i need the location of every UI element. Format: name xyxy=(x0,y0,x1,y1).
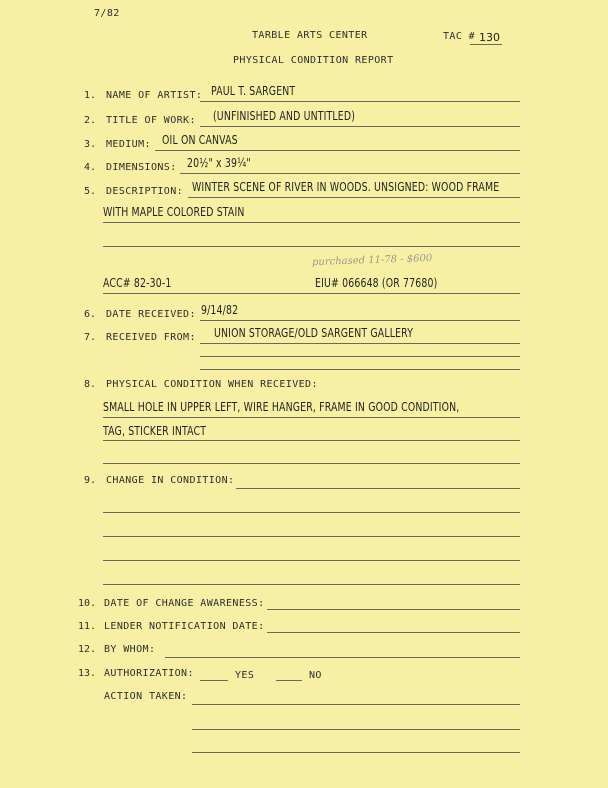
description-label: DESCRIPTION: xyxy=(106,186,184,197)
authorization-yes-blank[interactable] xyxy=(200,680,228,681)
eiu-number: EIU# 066648 (OR 77680) xyxy=(315,276,438,290)
condition-line-3 xyxy=(103,463,520,464)
change-label: CHANGE IN CONDITION: xyxy=(106,475,235,486)
by-whom-label: BY WHOM: xyxy=(104,644,156,655)
action-line-1[interactable] xyxy=(192,704,520,705)
field-13-number: 13. xyxy=(78,668,97,679)
dimensions-line xyxy=(180,173,520,174)
tac-number: 130 xyxy=(479,31,500,44)
received-from-line-3 xyxy=(200,369,520,370)
authorization-label: AUTHORIZATION: xyxy=(104,668,194,679)
date-received-value[interactable]: 9/14/82 xyxy=(201,303,239,317)
tac-underline xyxy=(470,44,502,45)
change-line-2[interactable] xyxy=(103,512,520,513)
form-date: 7/82 xyxy=(94,8,120,19)
change-awareness-line[interactable] xyxy=(267,609,520,610)
tac-label: TAC # xyxy=(443,31,476,42)
change-line-3[interactable] xyxy=(103,536,520,537)
condition-line-2 xyxy=(103,440,520,441)
received-from-label: RECEIVED FROM: xyxy=(106,332,196,343)
medium-line xyxy=(155,150,520,151)
lender-notification-label: LENDER NOTIFICATION DATE: xyxy=(104,621,265,632)
artist-line xyxy=(200,101,520,102)
field-3-number: 3. xyxy=(84,139,97,150)
pencil-note: purchased 11-78 - $600 xyxy=(311,252,433,269)
date-received-label: DATE RECEIVED: xyxy=(106,309,196,320)
medium-label: MEDIUM: xyxy=(106,139,151,150)
action-line-2[interactable] xyxy=(192,729,520,730)
authorization-no-label: NO xyxy=(309,670,322,681)
condition-value-line1[interactable]: SMALL HOLE IN UPPER LEFT, WIRE HANGER, FRAME IN GOOD CONDITION, xyxy=(103,400,460,414)
description-value-line2[interactable]: WITH MAPLE COLORED STAIN xyxy=(103,205,245,219)
action-taken-label: ACTION TAKEN: xyxy=(104,691,188,702)
description-line-2 xyxy=(103,222,520,223)
field-7-number: 7. xyxy=(84,332,97,343)
title-label: TITLE OF WORK: xyxy=(106,115,196,126)
acc-number: ACC# 82-30-1 xyxy=(103,276,172,290)
field-5-number: 5. xyxy=(84,186,97,197)
condition-label: PHYSICAL CONDITION WHEN RECEIVED: xyxy=(106,379,318,390)
field-6-number: 6. xyxy=(84,309,97,320)
dimensions-label: DIMENSIONS: xyxy=(106,162,177,173)
field-11-number: 11. xyxy=(78,621,97,632)
authorization-no-blank[interactable] xyxy=(276,680,302,681)
org-name: TARBLE ARTS CENTER xyxy=(252,30,368,41)
dimensions-value[interactable]: 20½" x 39¼" xyxy=(187,156,251,170)
date-received-line xyxy=(200,320,520,321)
lender-notification-line[interactable] xyxy=(267,632,520,633)
field-2-number: 2. xyxy=(84,115,97,126)
change-line-4[interactable] xyxy=(103,560,520,561)
artist-value[interactable]: PAUL T. SARGENT xyxy=(211,84,296,98)
acc-line xyxy=(103,293,520,294)
artist-label: NAME OF ARTIST: xyxy=(106,90,203,101)
description-line-3 xyxy=(103,246,520,247)
by-whom-line[interactable] xyxy=(165,657,520,658)
description-value-line1[interactable]: WINTER SCENE OF RIVER IN WOODS. UNSIGNED: WOOD FRAME xyxy=(192,180,500,194)
change-line-5[interactable] xyxy=(103,584,520,585)
received-from-value[interactable]: UNION STORAGE/OLD SARGENT GALLERY xyxy=(214,326,414,340)
title-line xyxy=(200,126,520,127)
received-from-line-2 xyxy=(200,356,520,357)
description-line-1 xyxy=(188,197,520,198)
field-4-number: 4. xyxy=(84,162,97,173)
medium-value[interactable]: OIL ON CANVAS xyxy=(162,133,238,147)
field-1-number: 1. xyxy=(84,90,97,101)
field-12-number: 12. xyxy=(78,644,97,655)
report-title: PHYSICAL CONDITION REPORT xyxy=(233,55,394,66)
field-8-number: 8. xyxy=(84,379,97,390)
action-line-3[interactable] xyxy=(192,752,520,753)
title-value[interactable]: (UNFINISHED AND UNTITLED) xyxy=(213,109,356,123)
condition-line-1 xyxy=(103,417,520,418)
authorization-yes-label: YES xyxy=(235,670,255,681)
received-from-line-1 xyxy=(200,343,520,344)
change-awareness-label: DATE OF CHANGE AWARENESS: xyxy=(104,598,265,609)
field-10-number: 10. xyxy=(78,598,97,609)
change-line-1[interactable] xyxy=(236,488,520,489)
condition-value-line2[interactable]: TAG, STICKER INTACT xyxy=(103,424,207,438)
field-9-number: 9. xyxy=(84,475,97,486)
